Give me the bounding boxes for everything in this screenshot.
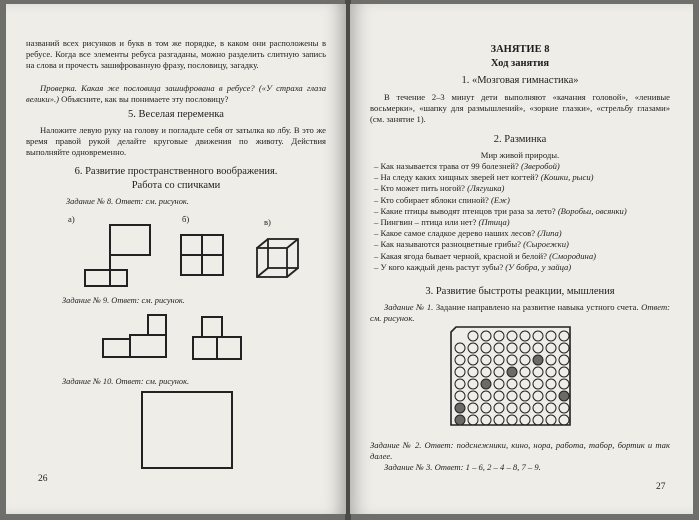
matchstick-figure-task10-rectangle — [138, 388, 236, 472]
grid-circle — [507, 331, 517, 341]
quiz-item — [374, 217, 672, 228]
grid-circle — [520, 355, 530, 365]
quiz-answer: (Кошки, рыси) — [540, 172, 594, 183]
counting-circles — [455, 331, 569, 425]
grid-circle — [494, 367, 504, 377]
grid-circle — [533, 391, 543, 401]
grid-circle — [559, 403, 569, 413]
grid-circle — [494, 343, 504, 353]
quiz-answer: (Липа) — [537, 228, 562, 239]
grid-circle — [468, 331, 478, 341]
grid-circle — [481, 355, 491, 365]
grid-circle — [533, 379, 543, 389]
grid-circle — [559, 379, 569, 389]
quiz-question: – Как называется трава от 99 болезней? — [374, 161, 519, 171]
task-1-paragraph — [370, 302, 670, 324]
section-6-title-line2: Работа со спичками — [131, 180, 221, 191]
grid-circle — [468, 415, 478, 425]
grid-circle — [507, 379, 517, 389]
quiz-answer: (Еж) — [490, 194, 510, 205]
quiz-item — [374, 183, 672, 194]
section-1-text: В течение 2–3 минут дети выполняют «качания головой», «ленивые восьмерки», «шапку для размышлений», «зоркие глазки», «стрельбу глазами» (см. занятие 1). — [370, 92, 670, 125]
grid-circle — [481, 391, 491, 401]
lesson-title: ЗАНЯТИЕ 8 — [490, 44, 550, 55]
quiz-item — [374, 239, 672, 250]
task-9-answer: Задание № 9. Ответ: см. рисунок. — [62, 296, 185, 305]
check-label: Проверка. — [40, 83, 77, 93]
quiz-item — [374, 172, 672, 183]
grid-circle — [520, 415, 530, 425]
check-rest: Объясните, как вы понимаете эту пословицу? — [61, 94, 229, 105]
grid-circle — [481, 415, 491, 425]
grid-circle — [468, 367, 478, 377]
grid-circle — [455, 379, 465, 389]
grid-circle — [468, 391, 478, 401]
grid-circle — [546, 355, 556, 365]
grid-circle — [507, 367, 517, 377]
grid-circle — [507, 415, 517, 425]
grid-circle — [533, 331, 543, 341]
grid-circle — [546, 379, 556, 389]
grid-circle — [455, 415, 465, 425]
grid-circle — [546, 331, 556, 341]
quiz-question: – Какая ягода бывает черной, красной и белой? — [374, 250, 547, 261]
grid-circle — [520, 403, 530, 413]
grid-circle — [455, 367, 465, 377]
grid-circle — [507, 403, 517, 413]
grid-circle — [494, 355, 504, 365]
grid-circle — [468, 355, 478, 365]
grid-circle — [481, 343, 491, 353]
grid-circle — [494, 331, 504, 341]
task-1-text: Задание направлено на развитие навыка устного счета. — [435, 302, 639, 312]
grid-circle — [494, 379, 504, 389]
right-page — [350, 4, 693, 514]
right-page-number: 27 — [656, 482, 666, 492]
grid-circle — [546, 343, 556, 353]
matchstick-figure-a — [80, 222, 156, 288]
left-page — [6, 4, 346, 514]
quiz-answer: (Сыроежки) — [523, 239, 569, 250]
quiz-title: Мир живой природы. — [480, 150, 560, 160]
quiz-answer: (Воробьи, овсянки) — [557, 205, 627, 216]
grid-circle — [481, 379, 491, 389]
grid-circle — [468, 403, 478, 413]
task-3-answer: Задание № 3. Ответ: 1 – 6, 2 – 4 – 8, 7 – 9. — [384, 462, 541, 472]
grid-circle — [468, 379, 478, 389]
quiz-question: – Какие птицы выводят птенцов три раза за лето? — [374, 205, 556, 216]
section-5-text: Наложите левую руку на голову и погладьте себя от затылка ко лбу. В это же время правой рукой делайте круговые движения по животу. Действия выполняйте одновременно. — [26, 125, 326, 158]
grid-circle — [533, 355, 543, 365]
quiz-question: – Как называются разноцветные грибы? — [374, 239, 521, 250]
section-3-title: 3. Развитие быстроты реакции, мышления — [425, 286, 615, 297]
grid-circle — [559, 367, 569, 377]
quiz-answer: (Смородина) — [549, 250, 596, 261]
grid-circle — [546, 403, 556, 413]
quiz-question: – Кто собирает яблоки спиной? — [374, 194, 489, 205]
grid-circle — [520, 331, 530, 341]
task-2-answer: Задание № 2. Ответ: подснежники, кино, нора, работа, табор, бортик и так далее. — [370, 440, 670, 462]
matchstick-figure-task9-left — [98, 312, 174, 362]
matchstick-figure-task9-right — [190, 314, 246, 364]
task-8-answer: Задание № 8. Ответ: см. рисунок. — [66, 197, 189, 206]
task-1-answer: Ответ: см. рисунок. — [370, 302, 671, 324]
grid-circle — [494, 391, 504, 401]
course-title: Ход занятия — [490, 58, 550, 69]
grid-circle — [494, 415, 504, 425]
quiz-answer: (Лягушка) — [467, 183, 505, 194]
quiz-question: – Какое самое сладкое дерево наших лесов? — [374, 228, 536, 239]
matchstick-figure-c-cube — [254, 236, 302, 280]
grid-circle — [559, 331, 569, 341]
grid-circle — [533, 403, 543, 413]
task-10-answer: Задание № 10. Ответ: см. рисунок. — [62, 377, 190, 386]
grid-circle — [533, 415, 543, 425]
quiz-item — [374, 228, 672, 239]
quiz-item — [374, 251, 672, 262]
grid-circle — [520, 379, 530, 389]
grid-circle — [559, 355, 569, 365]
grid-circle — [507, 391, 517, 401]
quiz-question: – У кого каждый день растут зубы? — [374, 261, 504, 272]
section-1-title: 1. «Мозговая гимнастика» — [461, 75, 579, 86]
grid-circle — [468, 343, 478, 353]
grid-circle — [520, 391, 530, 401]
quiz-question: – Пингвин – птица или нет? — [374, 217, 477, 228]
quiz-answer: (Зверобой) — [520, 161, 560, 171]
quiz-question: – На следу каких хищных зверей нет когтей? — [374, 172, 539, 183]
grid-circle — [520, 367, 530, 377]
grid-circle — [507, 343, 517, 353]
left-top-paragraph: названий всех рисунков и букв в том же порядке, в каком они расположены в ребусе. Когда все элементы ребуса разгаданы, можно разделить слитную запись на слова и прочесть зашифрованную фразу, пословицу, загадку. — [26, 38, 326, 71]
section-2-title: 2. Разминка — [493, 134, 547, 145]
check-question: Какая же пословица зашифрована в ребусе? («У страха глаза велики».) — [26, 83, 326, 105]
figure-label-b: б) — [182, 214, 190, 224]
quiz-answer: (Птица) — [478, 217, 510, 228]
section-6-title-line1: 6. Развитие пространственного воображения. — [74, 166, 278, 177]
grid-circle — [559, 391, 569, 401]
quiz-item — [374, 206, 672, 217]
grid-circle — [533, 343, 543, 353]
figure-label-a: а) — [68, 214, 75, 224]
counting-grid-figure — [448, 324, 574, 428]
quiz-list — [374, 161, 672, 273]
quiz-item — [374, 161, 672, 172]
matchstick-figure-b — [178, 232, 226, 278]
grid-circle — [533, 367, 543, 377]
grid-circle — [507, 355, 517, 365]
grid-circle — [559, 343, 569, 353]
grid-circle — [455, 343, 465, 353]
grid-circle — [546, 415, 556, 425]
quiz-question: – Кто может пить ногой? — [374, 183, 465, 194]
grid-circle — [481, 403, 491, 413]
grid-circle — [455, 355, 465, 365]
left-page-number: 26 — [38, 474, 48, 484]
grid-circle — [494, 403, 504, 413]
figure-label-c: в) — [264, 217, 271, 227]
grid-circle — [520, 343, 530, 353]
grid-circle — [481, 367, 491, 377]
grid-circle — [455, 391, 465, 401]
quiz-answer: (У бобра, у зайца) — [505, 261, 572, 272]
grid-circle — [546, 367, 556, 377]
quiz-item — [374, 195, 672, 206]
grid-circle — [455, 403, 465, 413]
section-5-title: 5. Веселая переменка — [128, 109, 224, 120]
task-1-label: Задание № 1. — [384, 302, 434, 312]
grid-circle — [559, 415, 569, 425]
grid-circle — [546, 391, 556, 401]
grid-circle — [481, 331, 491, 341]
quiz-item — [374, 262, 672, 273]
check-paragraph — [26, 83, 326, 105]
